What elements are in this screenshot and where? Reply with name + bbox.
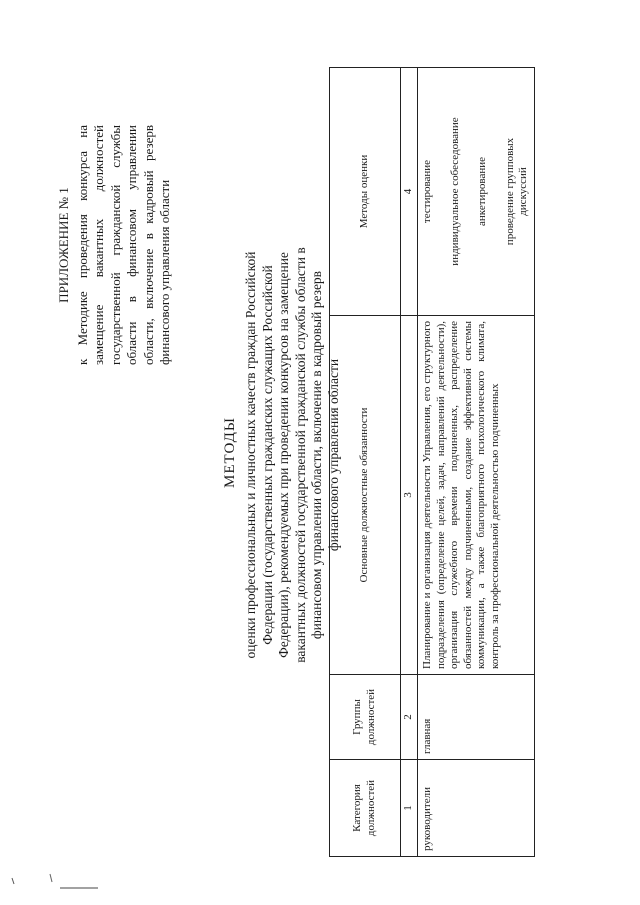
method-item: анкетирование xyxy=(476,157,489,227)
header-category: Категория должностей xyxy=(330,760,401,857)
methods-cell xyxy=(418,68,535,316)
col-number-2: 2 xyxy=(401,675,418,760)
method-item: индивидуальное собеседование xyxy=(448,117,461,266)
duties-cell: Планирование и организация деятельности Управления, его структурного подразделения (определение целей, задач, направлений деятельности), организация служебного времени подчиненных, распределение обязанностей между подчиненными, создание эффективной системы коммуникации, а также благоприятного психологического климата, контроль за профессиональной деятельностью подчиненных xyxy=(418,316,535,675)
header-methods: Методы оценки xyxy=(330,68,401,316)
methods-title: МЕТОДЫ xyxy=(222,417,238,488)
group-cell: главная xyxy=(418,675,535,760)
col-number-3: 3 xyxy=(401,316,418,675)
method-item: проведение групповых дискуссий xyxy=(503,137,530,246)
methods-subtitle: оценки профессиональных и личностных качеств граждан Российской Федерации (государственных гражданских служащих Российской Федерации), рекомендуемых при проведении конкурсов на замещение вакантных должностей государственной гражданской службы области в финансовом управлении области, включение в кадровый резерв финансового управления области xyxy=(243,247,341,663)
appendix-heading: ПРИЛОЖЕНИЕ № 1 xyxy=(56,187,71,303)
appendix-text: к Методике проведения конкурса на замещение вакантных должностей государственной гражданской службы области в финансовом управлении области, включение в кадровый резерв финансового управления области xyxy=(74,125,172,365)
col-number-1: 1 xyxy=(401,760,418,857)
method-item: тестирование xyxy=(421,159,433,224)
table-row xyxy=(418,68,535,857)
appendix-block xyxy=(56,125,174,365)
header-duties: Основные должностные обязанности xyxy=(330,316,401,675)
category-cell: руководители xyxy=(418,760,535,857)
col-number-4: 4 xyxy=(401,68,418,316)
methods-list xyxy=(421,73,531,310)
assessment-methods-table xyxy=(329,67,535,857)
table-header-row xyxy=(330,68,401,857)
header-group: Группы должностей xyxy=(330,675,401,760)
table-number-row xyxy=(401,68,418,857)
scan-artifact-marks xyxy=(10,870,100,890)
